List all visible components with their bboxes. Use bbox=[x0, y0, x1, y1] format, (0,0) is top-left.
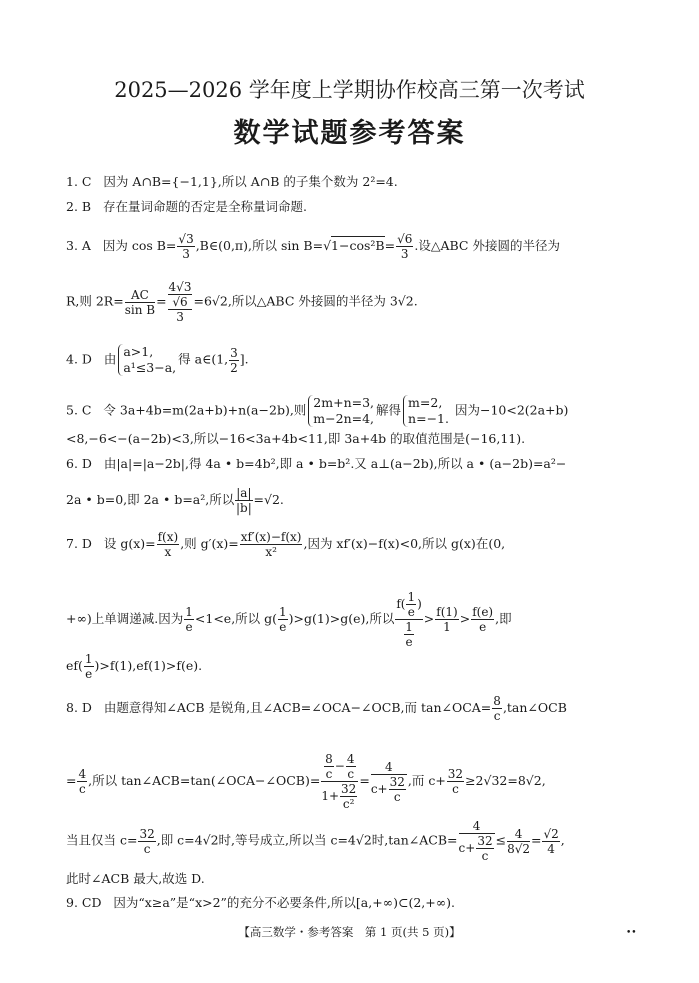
exam-title: 2025—2026 学年度上学期协作校高三第一次考试 bbox=[114, 78, 585, 102]
answer-5-line-2: <8,−6<−(a−2b)<3,所以−16<3a+4b<11,即 3a+4b 的取值范围是(−16,11). bbox=[66, 431, 526, 446]
answer-4: 4. D 由 a>1, a¹≤3−a, 得 a∈(1, $\frac{3}{2}$ ]. bbox=[66, 344, 249, 375]
answer-8-line-1: 8. D 由题意得知∠ACB 是锐角,且∠ACB=∠OCA−∠OCB,而 tan∠OCA= $\frac{8}{c}$ ,tan∠OCB bbox=[66, 694, 567, 723]
answer-1: 1. C 因为 A∩B={−1,1},所以 A∩B 的子集个数为 2²=4. bbox=[66, 174, 398, 189]
answer-3-line-1: 3. A 因为 cos B= $\frac{√3}{3}$ ,B∈(0,π),所以 sin B=√1−cos²B= $\frac{√6}{3}$ .设△ABC 外接圆的半径为 bbox=[66, 232, 560, 261]
answer-key-title: 数学试题参考答案 bbox=[233, 118, 466, 149]
page-footer: 【高三数学・参考答案 第 1 页(共 5 页)】 bbox=[238, 925, 461, 939]
answer-5-line-1: 5. C 令 3a+4b=m(2a+b)+n(a−2b),则 2m+n=3, m−2n=4, 解得 m=2, n=−1. 因为−10<2(2a+b) bbox=[66, 395, 569, 426]
answer-6-line-1: 6. D 由|a|=|a−2b|,得 4a • b=4b²,即 a • b=b².又 a⊥(a−2b),所以 a • (a−2b)=a²− bbox=[66, 456, 567, 471]
answer-7-line-1: 7. D 设 g(x)= $\frac{f(x)}{x}$ ,则 g′(x)= $\frac{xf'(x)-f(x)}{\text{x²}}$ ,因为 xf′(x)−f(x)<0,所以 g(x)在(0, bbox=[66, 530, 506, 559]
answer-8-line-3: 当且仅当 c= $\frac{32}{c}$ ,即 c=4√2时,等号成立,所以当 c=4√2时,tan∠ACB= 4 c+ $\frac{32}{c}$ ≤ $\frac{4}{8√2}$ = $\frac{√2}{4}$ , bbox=[66, 819, 565, 863]
answer-6-line-2: 2a • b=0,即 2a • b=a²,所以 $\frac{|a|}{|b|}$ =√2. bbox=[66, 486, 284, 515]
answer-8-line-2: = $\frac{4}{c}$ ,所以 tan∠ACB=tan(∠OCA−∠OCB)= $\frac{8}{c}$ − $\frac{4}{c}$ 1+ $\frac{32}{\text{c²}}$ = 4 c+ $\frac{32}{c}$ ,而 c+ $\frac{32}{c}$ ≥2√32=8√2, bbox=[66, 752, 546, 811]
corner-mark: •• bbox=[626, 928, 637, 938]
answer-9: 9. CD 因为“x≥a”是“x>2”的充分不必要条件,所以[a,+∞)⊂(2,+∞). bbox=[66, 895, 455, 910]
answer-7-line-2: +∞)上单调递减.因为 $\frac{1}{e}$ <1<e,所以 g( $\frac{1}{e}$ )>g(1)>g(e),所以 f( $\frac{1}{e}$ ) $\frac{1}{e}$ > $\frac{f(1)}{1}$ > $\frac{f(e)}{e}$ ,即 bbox=[66, 590, 512, 649]
answer-8-line-4: 此时∠ACB 最大,故选 D. bbox=[66, 871, 205, 886]
answer-7-line-3: ef( $\frac{1}{e}$ )>f(1),ef(1)>f(e). bbox=[66, 652, 203, 681]
answer-3-line-2: R,则 2R= $\frac{AC}{\text{sin B}}$ = 4√3 √6 3 =6√2,所以△ABC 外接圆的半径为 3√2. bbox=[66, 280, 418, 324]
answer-2: 2. B 存在量词命题的否定是全称量词命题. bbox=[66, 199, 307, 214]
